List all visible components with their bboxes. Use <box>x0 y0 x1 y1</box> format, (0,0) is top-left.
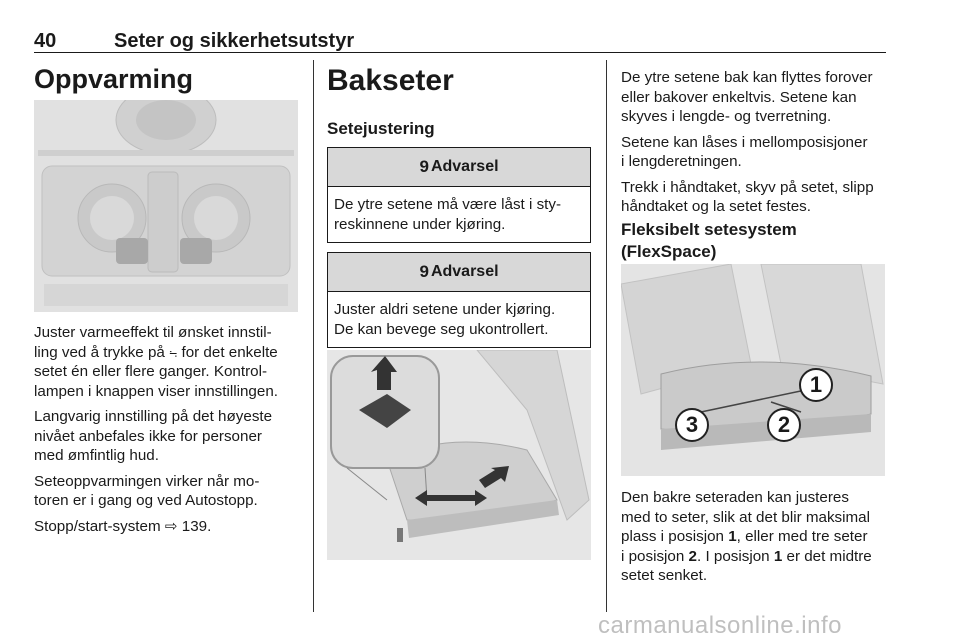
warning-title: Advarsel <box>430 158 499 175</box>
paragraph <box>621 178 891 217</box>
text-line: . I posisjon <box>697 547 774 565</box>
text-line: setet én eller flere ganger. Kontrol- <box>34 363 268 380</box>
text-line: Setene kan låses i mellomposisjoner <box>621 133 868 151</box>
page-number: 40 <box>34 30 57 52</box>
column-divider-1 <box>313 60 314 612</box>
text-line: setet senket. <box>621 567 708 584</box>
subheading-setejustering: Setejustering <box>327 119 435 138</box>
text-line: Stopp/start-system <box>34 517 165 535</box>
callout-3: 3 <box>675 408 709 442</box>
text-line: i posisjon <box>621 547 689 565</box>
text-line: ling ved å trykke på <box>34 343 170 361</box>
col3-text-top <box>621 68 891 223</box>
text-line: nivået anbefales ikke for personer <box>34 427 262 445</box>
paragraph <box>621 133 891 172</box>
paragraph <box>34 407 302 466</box>
header-rule <box>34 52 886 53</box>
paragraph <box>621 488 891 586</box>
text-line: Juster varmeeffekt til ønsket innstil- <box>34 324 272 341</box>
text-line: håndtaket og la setet festes. <box>621 198 811 215</box>
text-line: i lengderetningen. <box>621 153 742 170</box>
watermark: carmanualsonline.info <box>598 612 842 639</box>
warning-body <box>328 187 590 242</box>
position-ref: 1 <box>773 547 783 565</box>
paragraph <box>34 472 302 511</box>
col1-text <box>34 323 302 542</box>
text-line: skyves i lengde- og tverretning. <box>621 108 832 125</box>
text-line: Langvarig innstilling på det høyeste <box>34 408 273 425</box>
text-line: , eller med tre seter <box>736 528 868 545</box>
heating-controls-image <box>34 100 298 312</box>
flexspace-image <box>621 264 885 476</box>
callout-2: 2 <box>767 408 801 442</box>
heading-line: Fleksibelt setesystem <box>621 220 797 239</box>
text-line: De ytre setene bak kan flyttes forover <box>621 69 873 86</box>
text-line: for det enkelte <box>177 343 278 361</box>
section-heading-oppvarming: Oppvarming <box>34 64 194 94</box>
text-line: er det midtre <box>782 547 872 565</box>
text-line: De ytre setene må være låst i sty- <box>334 196 562 213</box>
text-line: Seteoppvarmingen virker når mo- <box>34 472 260 490</box>
paragraph <box>621 68 891 127</box>
text-line: reskinnene under kjøring. <box>334 215 506 233</box>
text-line: 139. <box>177 517 212 535</box>
warning-box-1 <box>327 147 591 243</box>
text-line: eller bakover enkeltvis. Setene kan <box>621 88 857 106</box>
paragraph <box>34 323 302 401</box>
warning-icon: 9 <box>419 157 429 176</box>
running-title: Seter og sikkerhetsutstyr <box>114 30 355 52</box>
text-line: plass i posisjon <box>621 528 729 545</box>
text-line: med ømfintlig hud. <box>34 447 159 464</box>
warning-title: Advarsel <box>430 263 499 280</box>
text-line: De kan bevege seg ukontrollert. <box>334 320 549 338</box>
callout-1: 1 <box>799 368 833 402</box>
col3-text-bottom <box>621 488 891 592</box>
subheading-flexspace <box>621 219 797 263</box>
text-line: med to seter, slik at det blir maksimal <box>621 508 870 526</box>
seat-adjustment-image <box>327 350 591 560</box>
position-ref: 2 <box>688 547 697 565</box>
ref-arrow-icon: ⇨ <box>164 517 178 535</box>
section-heading-bakseter: Bakseter <box>327 64 454 97</box>
column-divider-2 <box>606 60 607 612</box>
text-line: Juster aldri setene under kjøring. <box>334 301 556 318</box>
text-line: lampen i knappen viser innstillingen. <box>34 382 278 400</box>
text-line: Trekk i håndtaket, skyv på setet, slipp <box>621 178 874 196</box>
seat-heat-icon: ⨫ <box>169 343 178 360</box>
warning-body <box>328 292 590 347</box>
heading-line: (FlexSpace) <box>621 242 717 261</box>
warning-icon: 9 <box>419 262 429 281</box>
position-ref: 1 <box>728 528 737 545</box>
text-line: toren er i gang og ved Autostopp. <box>34 492 258 509</box>
warning-header <box>328 148 590 187</box>
paragraph <box>34 517 302 537</box>
text-line: Den bakre seteraden kan justeres <box>621 489 849 506</box>
warning-header <box>328 253 590 292</box>
warning-box-2 <box>327 252 591 348</box>
